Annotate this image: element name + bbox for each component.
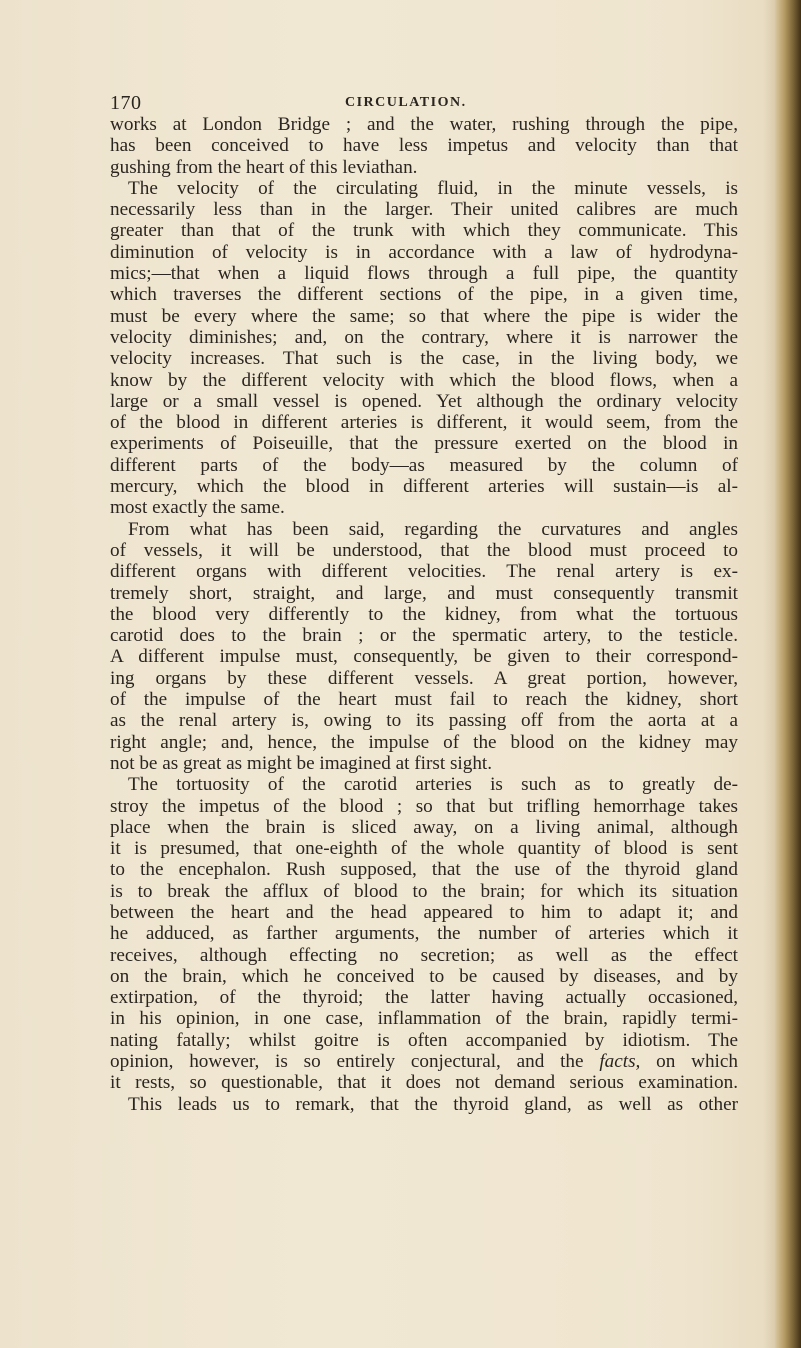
text-line: the blood very differently to the kidney, from what the tortuous: [110, 603, 738, 625]
text-line: of vessels, it will be understood, that the blood must proceed to: [110, 539, 738, 561]
running-head: CIRCULATION.: [345, 95, 467, 110]
text-line: works at London Bridge ; and the water, rushing through the pipe,: [110, 114, 738, 135]
text-line: different parts of the body—as measured by the column of: [110, 454, 738, 476]
text-line: receives, although effecting no secretion; as well as the effect: [110, 944, 738, 966]
italic-word: facts,: [599, 1051, 641, 1073]
page-header: [110, 92, 738, 116]
text-line: he adduced, as farther arguments, the number of arteries which it: [110, 923, 738, 945]
text-line: has been conceived to have less impetus and velocity than that: [110, 135, 738, 157]
text-line: most exactly the same.: [110, 497, 285, 519]
text-line: The tortuosity of the carotid arteries is such as to greatly de-: [128, 774, 738, 796]
text-line: gushing from the heart of this leviathan.: [110, 156, 418, 178]
text-line: mics;—that when a liquid flows through a full pipe, the quantity: [110, 263, 738, 285]
text-line: greater than that of the trunk with which they communicate. This: [110, 220, 738, 242]
text-line: of the blood in different arteries is different, it would seem, from the: [110, 412, 738, 434]
text-line: to the encephalon. Rush supposed, that the use of the thyroid gland: [110, 859, 738, 881]
text-line: carotid does to the brain ; or the spermatic artery, to the testicle.: [110, 625, 738, 647]
text-line: which traverses the different sections of the pipe, in a given time,: [110, 284, 738, 306]
text-line: not be as great as might be imagined at first sight.: [110, 752, 493, 774]
text-line: is to break the afflux of blood to the brain; for which its situation: [110, 880, 738, 902]
body-text: [110, 114, 738, 1115]
text-line: different organs with different velocities. The renal artery is ex-: [110, 561, 738, 583]
text-line: stroy the impetus of the blood ; so that but trifling hemorrhage takes: [110, 795, 738, 817]
text-line-mixed: [110, 1051, 738, 1072]
text-line: it is presumed, that one-eighth of the whole quantity of blood is sent: [110, 838, 738, 860]
text-line: of the impulse of the heart must fail to reach the kidney, short: [110, 689, 738, 711]
text-line: The velocity of the circulating fluid, in the minute vessels, is: [128, 177, 738, 199]
text-line: diminution of velocity is in accordance with a law of hydrodyna-: [110, 241, 738, 263]
text-line: tremely short, straight, and large, and must consequently transmit: [110, 582, 738, 604]
page-edge: [775, 0, 801, 1348]
text-line: velocity diminishes; and, on the contrary, where it is narrower the: [110, 326, 738, 348]
text-line: know by the different velocity with which the blood flows, when a: [110, 369, 738, 391]
text-line: velocity increases. That such is the case, in the living body, we: [110, 348, 738, 370]
page-gutter-shadow: [763, 0, 775, 1348]
text-run: opinion, however, is so entirely conjectural, and the: [110, 1051, 600, 1073]
text-line: between the heart and the head appeared to him to adapt it; and: [110, 901, 738, 923]
text-line: as the renal artery is, owing to its passing off from the aorta at a: [110, 710, 738, 732]
text-run: on which: [640, 1051, 738, 1073]
text-line: large or a small vessel is opened. Yet although the ordinary velocity: [110, 390, 738, 412]
text-line: A different impulse must, consequently, be given to their correspond-: [110, 646, 738, 668]
text-line: in his opinion, in one case, inflammation of the brain, rapidly termi-: [110, 1008, 738, 1030]
text-line: ing organs by these different vessels. A great portion, however,: [110, 667, 738, 689]
text-line: place when the brain is sliced away, on a living animal, although: [110, 816, 738, 838]
text-line: nating fatally; whilst goitre is often accompanied by idiotism. The: [110, 1029, 738, 1051]
text-line: right angle; and, hence, the impulse of the blood on the kidney may: [110, 731, 738, 753]
text-line: on the brain, which he conceived to be caused by diseases, and by: [110, 965, 738, 987]
text-line: must be every where the same; so that where the pipe is wider the: [110, 305, 738, 327]
text-line: From what has been said, regarding the curvatures and angles: [128, 518, 738, 540]
text-line: experiments of Poiseuille, that the pressure exerted on the blood in: [110, 433, 738, 455]
text-line: This leads us to remark, that the thyroid gland, as well as other: [128, 1093, 738, 1115]
text-line: extirpation, of the thyroid; the latter having actually occasioned,: [110, 987, 738, 1009]
page-number: 170: [110, 92, 142, 114]
text-line: mercury, which the blood in different arteries will sustain—is al-: [110, 476, 738, 498]
text-line: necessarily less than in the larger. Their united calibres are much: [110, 199, 738, 221]
text-line: it rests, so questionable, that it does not demand serious examination.: [110, 1072, 738, 1094]
